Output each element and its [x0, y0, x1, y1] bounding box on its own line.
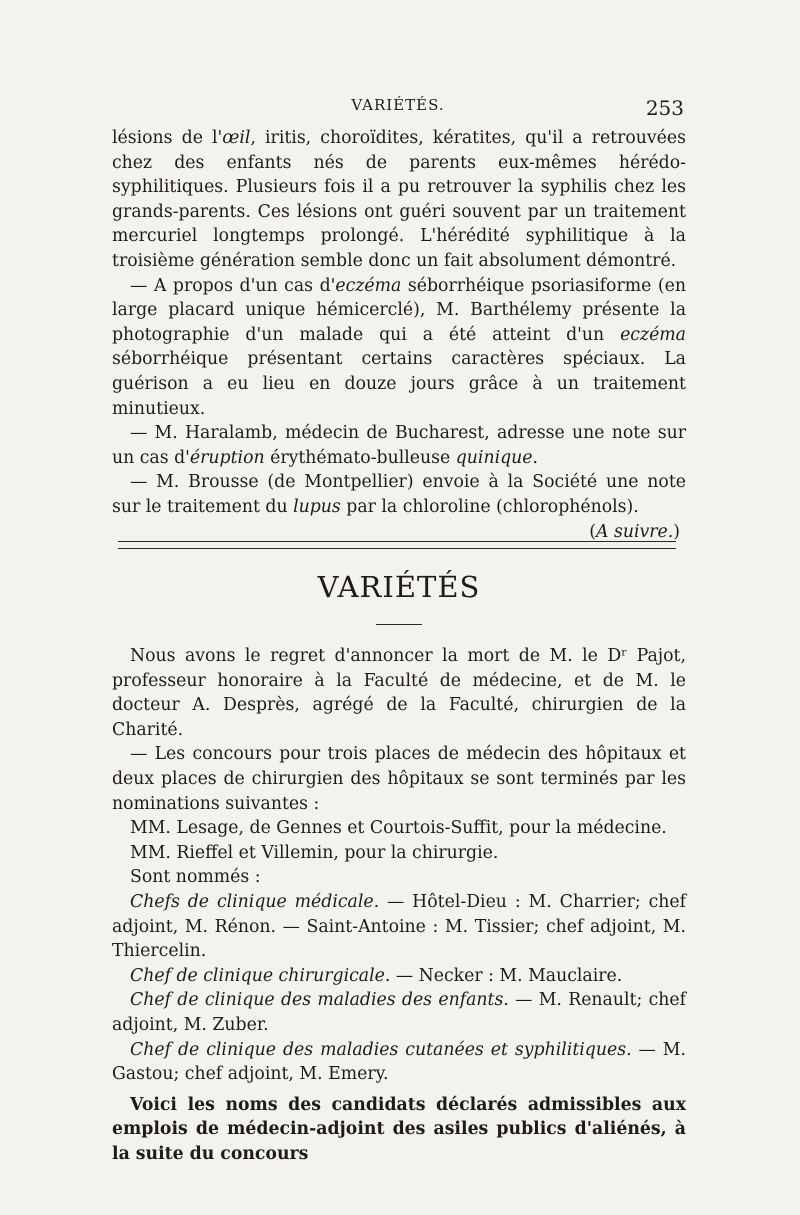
paragraph-deaths: Nous avons le regret d'annoncer la mort de M. le Dʳ Pajot, professeur honoraire à la Faculté de médecine, et de M. le docteur A. Desprès, agrégé de la Faculté, chirurgien de la Charité.: [112, 646, 686, 740]
continued-text: [112, 126, 686, 544]
paragraph-continuation: lésions de l'œil, iritis, choroïdites, kératites, qu'il a retrouvées chez des enfants nés de parents eux-mêmes hérédo-syphilitiques. Plusieurs fois il a pu retrouver la syphilis chez les grands-parents. Ces lésions ont guéri souvent par un traitement mercuriel longtemps prolongé. L'hérédité syphilitique à la troisième génération semble donc un fait absolument démontré.: [112, 128, 686, 271]
paragraph-concours: — Les concours pour trois places de médecin des hôpitaux et deux places de chirurgien des hôpitaux se sont terminés par les nominations suivantes :: [112, 744, 686, 814]
paragraph-candidats: Voici les noms des candidats déclarés admissibles aux emplois de médecin-adjoint des asiles publics d'aliénés, à la suite du concours: [112, 1094, 686, 1164]
paragraph-clinique-cutanees: Chef de clinique des maladies cutanées et syphilitiques. — M. Gastou; chef adjoint, M. Emery.: [112, 1039, 686, 1085]
double-rule-divider: [118, 541, 676, 549]
paragraph-clinique-medicale: Chefs de clinique médicale. — Hôtel-Dieu : M. Charrier; chef adjoint, M. Rénon. — Saint-Antoine : M. Tissier; chef adjoint, M. Thiercelin.: [112, 891, 687, 962]
page-number: 253: [645, 96, 684, 120]
running-head: VARIÉTÉS.: [351, 96, 445, 114]
paragraph-eczema: — A propos d'un cas d'eczéma séborrhéique psoriasiforme (en large placard unique hémicerclé), M. Barthélemy présente la photographie d'un malade qui a été atteint d'un eczéma séborrhéique présentant certains caractères spéciaux. La guérison a eu lieu en douze jours grâce à un traitement minutieux.: [112, 275, 687, 419]
line-sont-nommes: Sont nommés :: [130, 867, 261, 888]
section-title: VARIÉTÉS: [317, 570, 481, 604]
page-header: [112, 96, 684, 120]
paragraph-clinique-chirurgicale: Chef de clinique chirurgicale. — Necker : M. Mauclaire.: [130, 965, 623, 986]
line-chirurgie: MM. Rieffel et Villemin, pour la chirurgie.: [130, 842, 499, 863]
a-suivre: (A suivre.): [589, 521, 680, 542]
paragraph-clinique-enfants: Chef de clinique des maladies des enfants. — M. Renault; chef adjoint, M. Zuber.: [112, 990, 687, 1035]
line-medecine: MM. Lesage, de Gennes et Courtois-Suffit, pour la médecine.: [130, 818, 667, 839]
varietes-text: [112, 644, 686, 1166]
title-underline: [376, 624, 422, 625]
paragraph-haralamb: — M. Haralamb, médecin de Bucharest, adresse une note sur un cas d'éruption érythémato-bulleuse quinique.: [112, 423, 686, 468]
paragraph-brousse: — M. Brousse (de Montpellier) envoie à la Société une note sur le traitement du lupus par la chloroline (chlorophénols).: [112, 472, 686, 517]
